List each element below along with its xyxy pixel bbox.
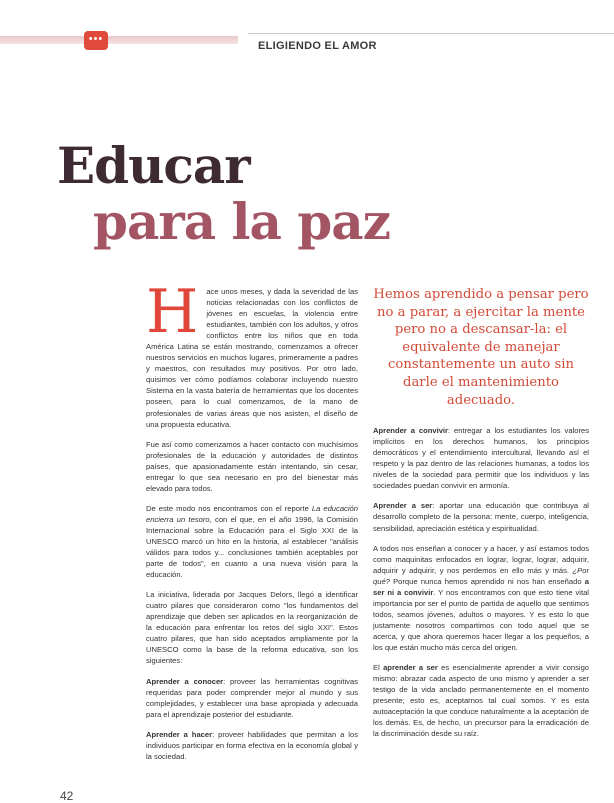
header-rule-left — [0, 36, 238, 44]
text-run: Porque nunca hemos aprendido ni nos han enseñado — [389, 576, 585, 586]
article-title-line-2: para la paz — [93, 192, 391, 251]
pillar-text: : proveer habilidades que permitan a los individuos participar en forma efectiva en la economía global y la sociedad. — [146, 729, 358, 761]
header-rule-right — [248, 33, 614, 34]
pillar-text: : aportar una educación que contribuya al desarrollo completo de la persona: mente, cuerpo, inteligencia, sensibilidad, apreciación estética y espiritualidad. — [373, 501, 589, 533]
paragraph: La iniciativa, liderada por Jacques Delors, llegó a identificar cuatro pilares que consideraron como "los fundamentos del aprendizaje que deben ser aplicados en la reorganización de la educación para enfrentar los retos del siglo XXI". Estos cuatro pilares, que han sido aceptados ampliamente por la UNESCO como la base de la reforma educativa, son los siguientes: — [146, 590, 358, 666]
intro-paragraph — [146, 277, 358, 430]
text-run: es esencialmente aprender a vivir consigo mismo: abrazar cada aspecto de uno mismo y aprender a ser testigo de la vida anclado permanentemente en el momento presente; esto es, aceptarnos tal cual somos. Y es esta autoaceptación la que conduce naturalmente a la aceptación de los demás. Es, de hecho, un precursor para la erradicación de la discriminación desde su raíz. — [373, 663, 590, 739]
emphasis-term: a ser ni a convivir — [373, 576, 589, 597]
pillar-text: : proveer las herramientas cognitivas requeridas para poder comprender mejor al mundo y sus complejidades, y establecer una base apropiada y adecuada para el aprendizaje posterior del estudiante. — [146, 676, 358, 719]
pillar-hacer — [146, 729, 358, 762]
section-title: ELIGIENDO EL AMOR — [258, 40, 377, 52]
pillar-conocer — [146, 676, 358, 720]
paragraph — [373, 543, 589, 653]
pillar-term: Aprender a conocer — [146, 676, 224, 686]
intro-text: ace unos meses, y dada la severidad de las noticias relacionadas con los conflictos de jóvenes en escuelas, la violencia entre estudiantes, también con los adultos, y otros conflictos entre los niños que en toda América Latina se están mostrando, comenzamos a ofrecer nuestros servicios en muchos lugares, primeramente a padres y maestros, con resultados muy positivos. Por otro lado, quisimos ver cómo podíamos colaborar incluyendo nuestro Sistema en la vasta batería de herramientas que los docentes poseen, para lo cual comenzamos, de la mano de profesionales de varias áreas que nos asisten, el diseño de una propuesta educativa. — [146, 287, 358, 429]
text-run: , con el que, en el año 1996, la Comisión Internacional sobre la Educación para el Siglo XXI de la UNESCO marcó un hito en la historia, al establecer "análisis válidos para todos y... conclusiones también aceptables por parte de todos", en cuanto a una nueva visión para la educación. — [146, 514, 358, 580]
right-column — [373, 286, 589, 748]
pillar-ser — [373, 500, 589, 533]
article-title-line-1: Educar — [57, 136, 250, 195]
pull-quote: Hemos aprendido a pensar pero no a parar, a ejercitar la mente pero no a descansar-la: el equivalente de manejar constantemente un auto sin darle el mantenimiento adecuado. — [373, 287, 589, 408]
paragraph — [146, 503, 358, 580]
emphasis-term: aprender a ser — [383, 663, 438, 673]
question: ¿Por qué? — [373, 565, 589, 586]
left-column — [146, 277, 358, 771]
paragraph: Fue así como comenzamos a hacer contacto con muchísimos profesionales de la educación y autoridades de distintos países, que apasionadamente están intentando, sin cesar, entregar lo que sea necesario en pro del bienestar más elevado para todos. — [146, 439, 358, 493]
text-run: A todos nos enseñan a conocer y a hacer, y así estamos todos como maquinitas enfocados en lograr, lograr, lograr, adquirir, adquirir y adquirir, y nos perdemos en ello más y más. — [373, 543, 589, 575]
pillar-convivir — [373, 425, 589, 491]
section-badge-icon: ••• — [84, 31, 108, 50]
text-run: . Y nos encontramos con que esto tiene vital importancia por ser el punto de partida de aquello que sentimos todos, seamos jóvenes, adultos o mayores. Y es esto lo que justamente nosotros compartimos con todo aquel que se acerca, y que ahora queremos hacer llegar a los pequeños, a los que están mucho más cerca del origen. — [373, 587, 589, 652]
page-number: 42 — [60, 789, 74, 803]
report-title: La educación encierra un tesoro — [146, 503, 358, 524]
pillar-term: Aprender a convivir — [373, 426, 448, 436]
drop-cap: H — [146, 277, 199, 347]
pillar-term: Aprender a hacer — [146, 729, 213, 739]
pillar-text: : entregar a los estudiantes los valores implícitos en los derechos humanos, los principios democráticos y el entendimiento intercultural, llevando así el respeto y la paz dentro de las relaciones humanas, a todos los niveles de la sociedad para permitir que los individuos y las sociedades puedan convivir en armonía. — [373, 426, 590, 491]
text-run: El — [373, 663, 384, 673]
text-run: De este modo nos encontramos con el reporte — [146, 503, 312, 513]
paragraph — [373, 662, 589, 739]
pillar-term: Aprender a ser — [373, 501, 433, 511]
